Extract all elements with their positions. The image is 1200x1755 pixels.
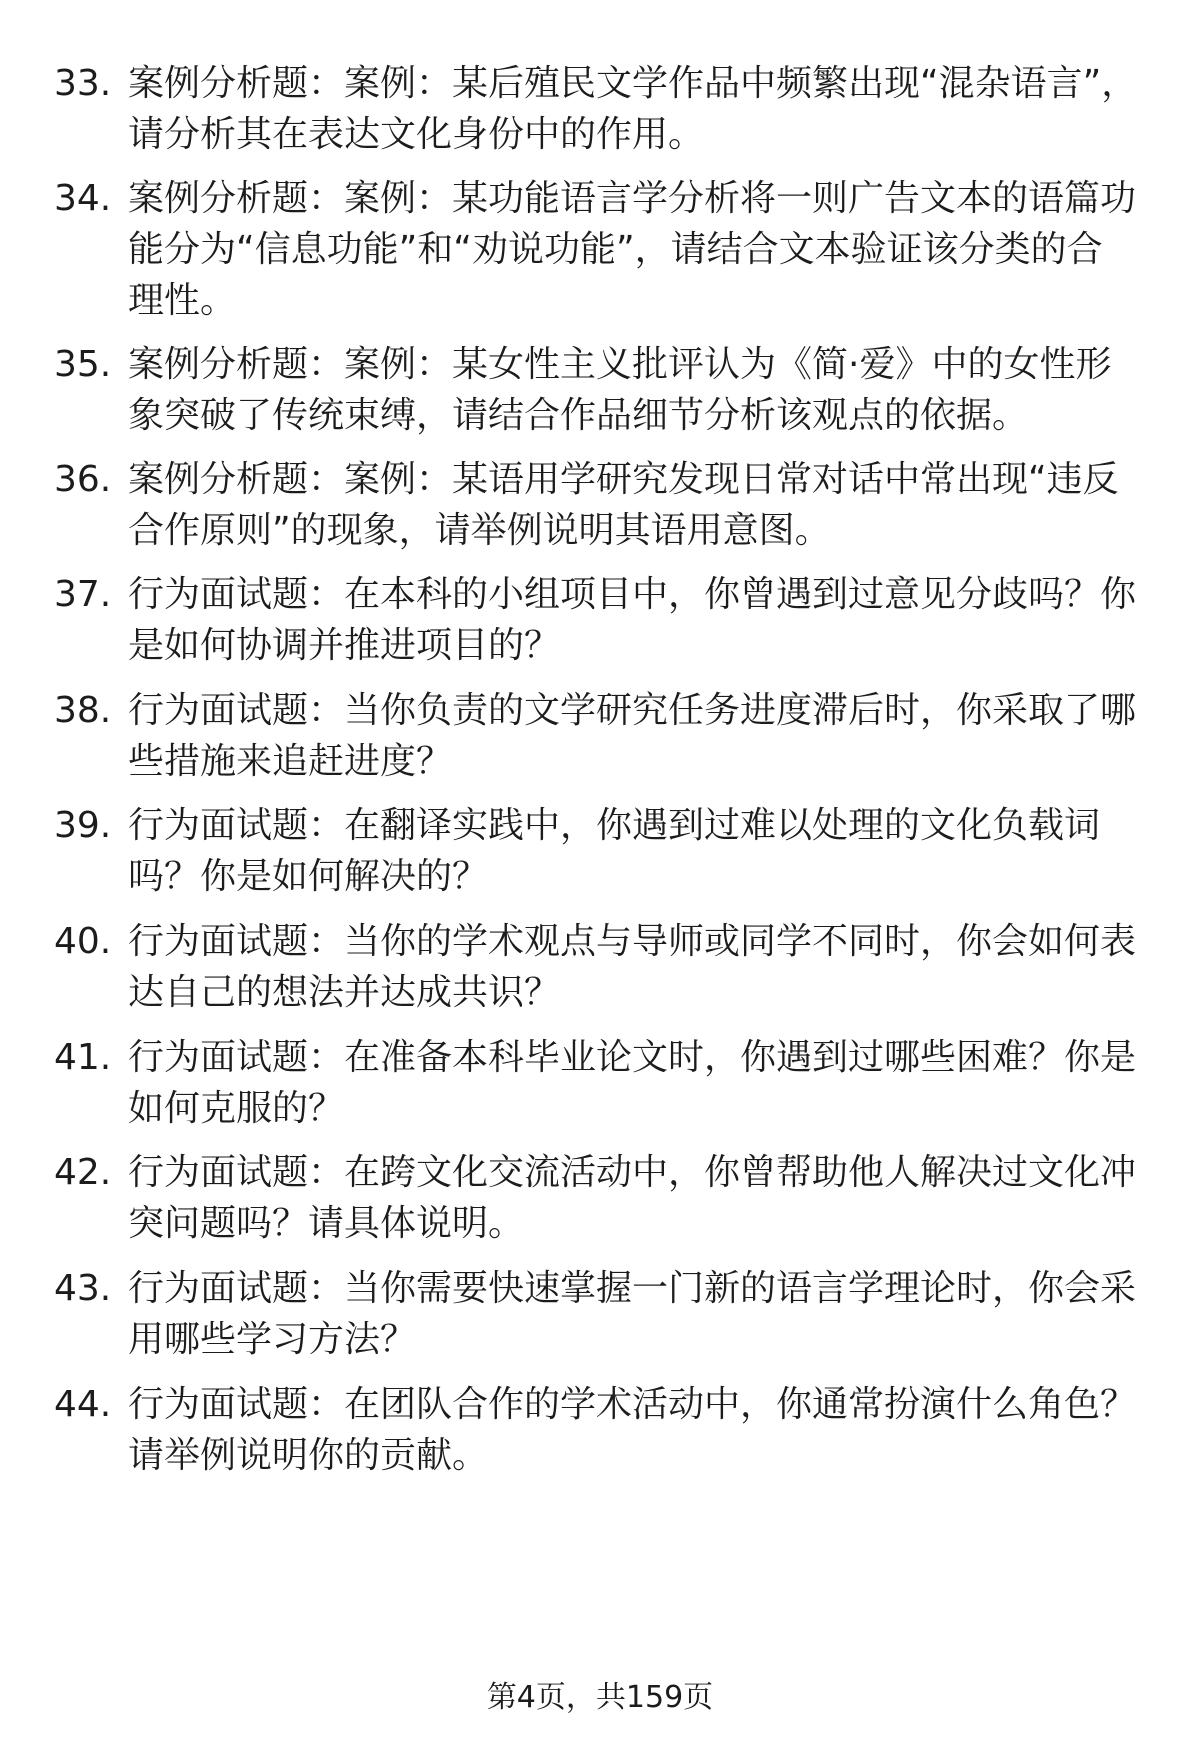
question-text: 案例分析题：案例：某语用学研究发现日常对话中常出现“违反合作原则”的现象，请举例说明其语用意图。 (128, 459, 1119, 551)
question-number: 43. (54, 1268, 112, 1309)
question-text: 案例分析题：案例：某后殖民文学作品中频繁出现“混杂语言”，请分析其在表达文化身份中的作用。 (128, 63, 1138, 155)
question-text: 行为面试题：当你需要快速掌握一门新的语言学理论时，你会采用哪些学习方法？ (128, 1268, 1137, 1360)
question-text: 行为面试题：当你的学术观点与导师或同学不同时，你会如何表达自己的想法并达成共识？ (128, 921, 1137, 1013)
question-text: 行为面试题：在准备本科毕业论文时，你遇到过哪些困难？你是如何克服的？ (128, 1037, 1137, 1129)
question-text: 案例分析题：案例：某功能语言学分析将一则广告文本的语篇功能分为“信息功能”和“劝说功能”，请结合文本验证该分类的合理性。 (128, 178, 1137, 321)
question-text: 行为面试题：在团队合作的学术活动中，你通常扮演什么角色？请举例说明你的贡献。 (128, 1384, 1137, 1476)
question-text: 案例分析题：案例：某女性主义批评认为《简·爱》中的女性形象突破了传统束缚，请结合作品细节分析该观点的依据。 (128, 344, 1112, 436)
question-number: 36. (54, 459, 112, 500)
question-number: 38. (54, 690, 112, 731)
question-number: 33. (54, 63, 112, 104)
question-number: 34. (54, 178, 112, 219)
question-number: 39. (54, 805, 112, 846)
question-number: 41. (54, 1037, 112, 1078)
question-text: 行为面试题：在跨文化交流活动中，你曾帮助他人解决过文化冲突问题吗？请具体说明。 (128, 1152, 1137, 1244)
question-number: 40. (54, 921, 112, 962)
question-number: 37. (54, 574, 112, 615)
question-number: 42. (54, 1152, 112, 1193)
question-number: 35. (54, 344, 112, 385)
question-number: 44. (54, 1384, 112, 1425)
question-text: 行为面试题：在翻译实践中，你遇到过难以处理的文化负载词吗？你是如何解决的？ (128, 805, 1101, 897)
question-text: 行为面试题：在本科的小组项目中，你曾遇到过意见分歧吗？你是如何协调并推进项目的？ (128, 574, 1137, 666)
page-footer: 第4页，共159页 (486, 1680, 714, 1715)
question-text: 行为面试题：当你负责的文学研究任务进度滞后时，你采取了哪些措施来追赶进度？ (128, 690, 1137, 782)
